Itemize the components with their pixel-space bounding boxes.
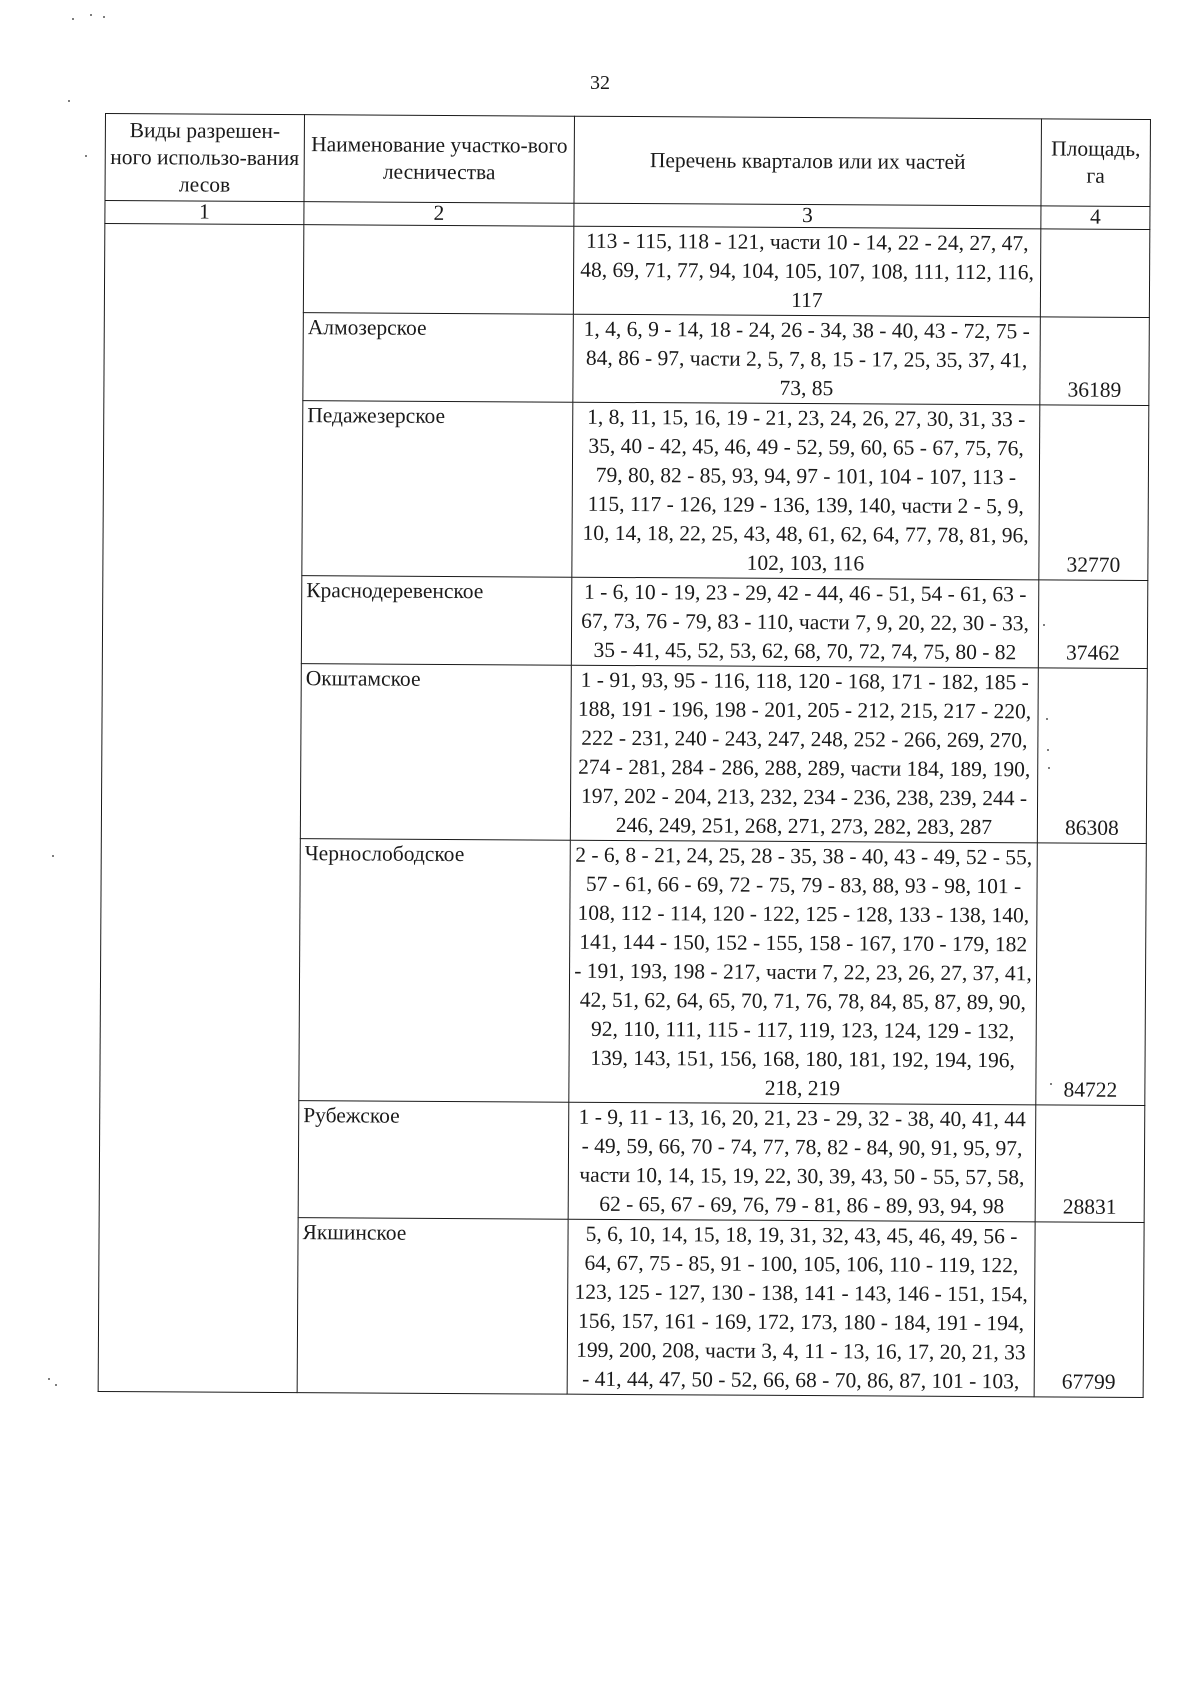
forestry-name xyxy=(303,225,574,315)
column-number: 3 xyxy=(574,203,1041,229)
area-value: 67799 xyxy=(1034,1222,1144,1398)
header-row xyxy=(105,114,1150,207)
quarters-list: 1 - 91, 93, 95 - 116, 118, 120 - 168, 171 - 182, 185 - 188, 191 - 196, 198 - 201, 205 - 212, 215, 217 - 220, 222 - 231, 240 - 243, 247, 248, 252 - 266, 269, 270, 274 - 281, 284 - 286, 288, 289, части 184, 189, 190, 197, 202 - 204, 213, 232, 234 - 236, 238, 239, 244 - 246, 249, 251, 268, 271, 273, 282, 283, 287 xyxy=(570,665,1038,843)
forestry-name: Рубежское xyxy=(298,1101,569,1220)
forestry-name: Якшинское xyxy=(297,1218,568,1395)
header-area: Площадь, га xyxy=(1041,119,1150,207)
header-quarters-list: Перечень кварталов или их частей xyxy=(574,116,1041,206)
forestry-name: Краснодеревенское xyxy=(301,576,572,666)
forest-quarters-table xyxy=(98,113,1151,1398)
area-value: 86308 xyxy=(1037,668,1147,844)
area-value: 36189 xyxy=(1040,317,1150,406)
quarters-list: 1, 8, 11, 15, 16, 19 - 21, 23, 24, 26, 27, 30, 31, 33 - 35, 40 - 42, 45, 46, 49 - 52, 59, 60, 65 - 67, 75, 76, 79, 80, 82 - 85, 93, 94, 97 - 101, 104 - 107, 113 - 115, 117 - 126, 129 - 136, 139, 140, части 2 - 5, 9, 10, 14, 18, 22, 25, 43, 48, 61, 62, 64, 77, 78, 81, 96, 102, 103, 116 xyxy=(572,402,1040,580)
quarters-list: 1 - 9, 11 - 13, 16, 20, 21, 23 - 29, 32 - 38, 40, 41, 44 - 49, 59, 66, 70 - 74, 77, 78, 82 - 84, 90, 91, 95, 97, части 10, 14, 15, 19, 22, 30, 39, 43, 50 - 55, 57, 58, 62 - 65, 67 - 69, 76, 79 - 81, 86 - 89, 93, 94, 98 xyxy=(568,1102,1036,1222)
area-value: 28831 xyxy=(1035,1105,1145,1223)
header-usage-types: Виды разрешен-ного использо-вания лесов xyxy=(105,114,304,202)
area-value: 32770 xyxy=(1039,405,1149,581)
column-number: 1 xyxy=(105,201,304,225)
area-value xyxy=(1040,229,1150,318)
table-row xyxy=(104,224,1149,318)
quarters-list: 1, 4, 6, 9 - 14, 18 - 24, 26 - 34, 38 - 40, 43 - 72, 75 - 84, 86 - 97, части 2, 5, 7, 8, 15 - 17, 25, 35, 37, 41, 73, 85 xyxy=(573,314,1040,405)
forestry-name: Алмозерское xyxy=(303,313,574,403)
header-forestry-name: Наименование участко-вого лесничества xyxy=(304,115,574,204)
area-value: 84722 xyxy=(1036,843,1147,1106)
area-value: 37462 xyxy=(1038,580,1148,669)
quarters-list: 2 - 6, 8 - 21, 24, 25, 28 - 35, 38 - 40, 43 - 49, 52 - 55, 57 - 61, 66 - 69, 72 - 75, 79 - 83, 88, 93 - 98, 101 - 108, 112 - 114, 120 - 122, 125 - 128, 133 - 138, 140, 141, 144 - 150, 152 - 155, 158 - 167, 170 - 179, 182 - 191, 193, 198 - 217, части 7, 22, 23, 26, 27, 37, 41, 42, 51, 62, 64, 65, 70, 71, 76, 78, 84, 85, 87, 89, 90, 92, 110, 111, 115 - 117, 119, 123, 124, 129 - 132, 139, 143, 151, 156, 168, 180, 181, 192, 194, 196, 218, 219 xyxy=(569,840,1038,1105)
forestry-name: Педажезерское xyxy=(302,401,573,578)
forestry-name: Чернослободское xyxy=(299,839,571,1103)
quarters-list: 113 - 115, 118 - 121, части 10 - 14, 22 - 24, 27, 47, 48, 69, 71, 77, 94, 104, 105, 107, 108, 111, 112, 116, 117 xyxy=(573,226,1040,317)
page-number: 32 xyxy=(590,72,610,94)
forestry-name: Окштамское xyxy=(300,664,571,841)
usage-type-cell xyxy=(98,224,304,1393)
column-number: 2 xyxy=(304,202,574,227)
quarters-list: 5, 6, 10, 14, 15, 18, 19, 31, 32, 43, 45, 46, 49, 56 - 64, 67, 75 - 85, 91 - 100, 105, 106, 110 - 119, 122, 123, 125 - 127, 130 - 138, 141 - 143, 146 - 151, 154, 156, 157, 161 - 169, 172, 173, 180 - 184, 191 - 194, 199, 200, 208, части 3, 4, 11 - 13, 16, 17, 20, 21, 33 - 41, 44, 47, 50 - 52, 66, 68 - 70, 86, 87, 101 - 103, xyxy=(567,1219,1035,1397)
column-number: 4 xyxy=(1041,206,1150,230)
quarters-list: 1 - 6, 10 - 19, 23 - 29, 42 - 44, 46 - 51, 54 - 61, 63 - 67, 73, 76 - 79, 83 - 110, части 7, 9, 20, 22, 30 - 33, 35 - 41, 45, 52, 53, 62, 68, 70, 72, 74, 75, 80 - 82 xyxy=(571,577,1038,668)
